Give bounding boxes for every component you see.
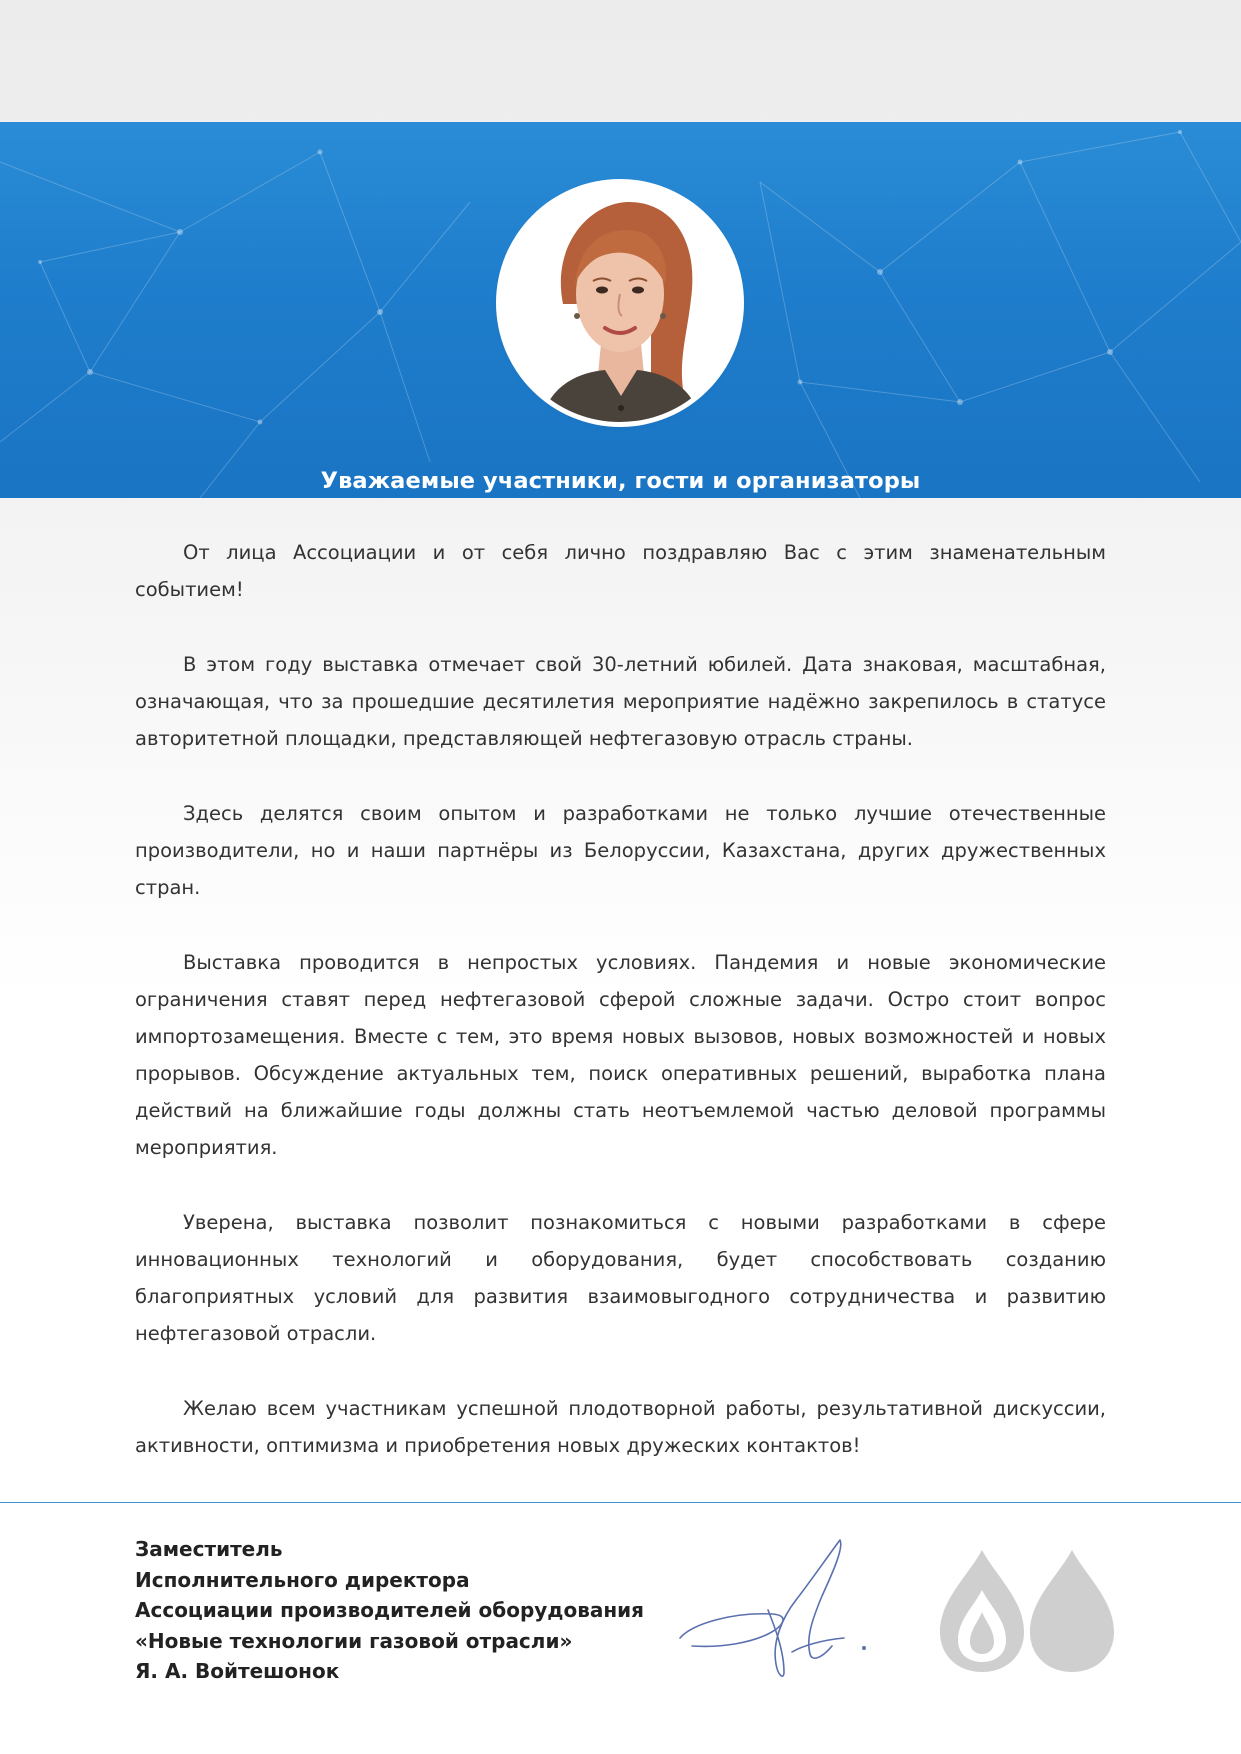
header-banner [0,122,1241,498]
footer-divider [0,1502,1241,1503]
headline-line: Уважаемые участники, гости и организаторы [320,468,921,494]
letter-body [135,534,1106,1502]
signatory-block [135,1534,644,1687]
paragraph: Выставка проводится в непростых условиях. Пандемия и новые экономические ограничения ставят перед нефтегазовой сферой сложные задачи. Остро стоит вопрос импортозамещения. Вместе с тем, это время новых вызовов, новых возможностей и новых прорывов. Обсуждение актуальных тем, поиск оперативных решений, выработка плана действий на ближайшие годы должны стать неотъемлемой частью деловой программы мероприятия. [135,951,1106,1159]
person-icon [501,184,739,422]
paragraph: Желаю всем участникам успешной плодотворной работы, результативной дискуссии, активности, оптимизма и приобретения новых дружеских контактов! [135,1397,1106,1457]
paragraph: Здесь делятся своим опытом и разработками не только лучшие отечественные производители, но и наши партнёры из Белоруссии, Казахстана, других дружественных стран. [135,802,1106,899]
signatory-name: Я. А. Войтешонок [135,1659,340,1683]
gas-flame-drop-logo-icon [938,1548,1116,1674]
signatory-line: Заместитель [135,1537,283,1561]
paragraph: От лица Ассоциации и от себя лично поздравляю Вас с этим знаменательным событием! [135,541,1106,601]
signatory-line: Исполнительного директора [135,1567,470,1592]
paragraph: В этом году выставка отмечает свой 30-летний юбилей. Дата знаковая, масштабная, означающая, что за прошедшие десятилетия мероприятие надёжно закрепилось в статусе авторитетной площадки, представляющей нефтегазовую отрасль страны. [135,653,1106,750]
portrait-photo [501,184,739,422]
greeting-headline [0,462,1241,498]
paragraph: Уверена, выставка позволит познакомиться с новыми разработками в сфере инновационных технологий и оборудования, будет способствовать созданию благоприятных условий для развития взаимовыгодного сотрудничества и развитию нефтегазовой отрасли. [135,1211,1106,1345]
signature-icon [672,1534,882,1684]
signatory-line: «Новые технологии газовой отрасли» [135,1628,573,1653]
signatory-line: Ассоциации производителей оборудования [135,1598,645,1622]
